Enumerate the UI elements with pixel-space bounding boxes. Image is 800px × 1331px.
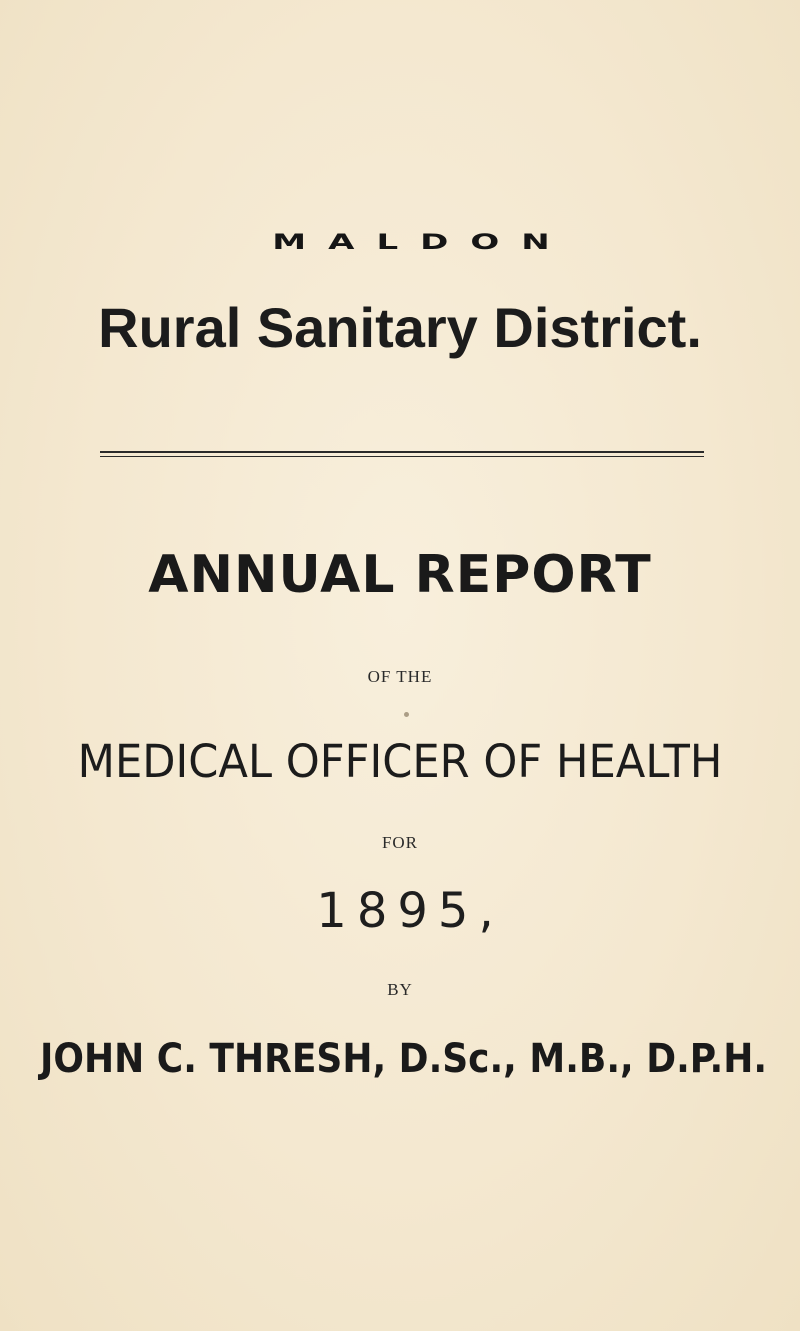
author-name: JOHN C. THRESH, D.Sc., M.B., D.P.H. <box>40 1036 768 1082</box>
report-year: 1895, <box>316 883 504 939</box>
divider-rule <box>100 451 704 453</box>
divider-rule-thin <box>100 456 704 457</box>
ink-speck <box>404 712 409 717</box>
officer-title: MEDICAL OFFICER OF HEALTH <box>77 735 723 788</box>
district-type: Rural Sanitary District. <box>98 296 702 359</box>
report-title: ANNUAL REPORT <box>148 545 652 605</box>
district-name: MALDON <box>272 229 572 255</box>
for-label: FOR <box>381 833 419 852</box>
of-the-label: OF THE <box>367 667 433 686</box>
by-label: BY <box>387 980 413 999</box>
